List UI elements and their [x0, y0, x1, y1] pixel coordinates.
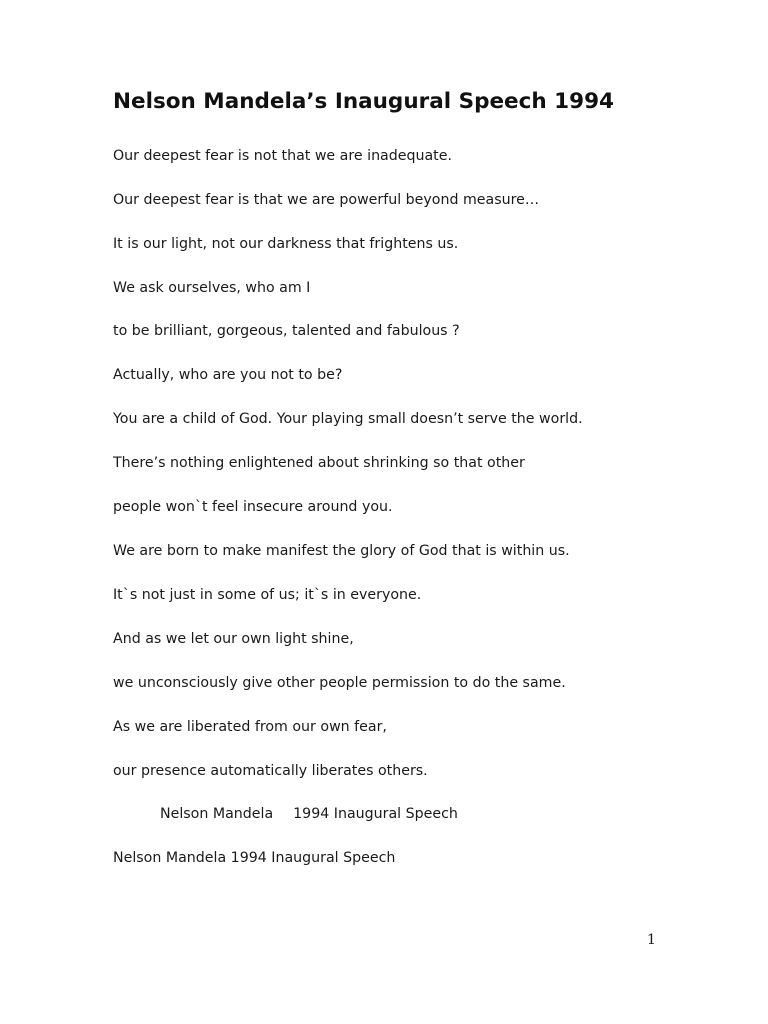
speech-line-11: It`s not just in some of us; it`s in everyone.	[113, 587, 422, 603]
speech-line-3: It is our light, not our darkness that frightens us.	[113, 236, 459, 252]
speech-line-6: Actually, who are you not to be?	[113, 367, 343, 383]
footer-credit: Nelson Mandela 1994 Inaugural Speech	[113, 850, 396, 866]
speech-line-15: our presence automatically liberates others.	[113, 763, 428, 779]
speech-line-7: You are a child of God. Your playing small doesn’t serve the world.	[113, 411, 583, 427]
speech-line-10: We are born to make manifest the glory of God that is within us.	[113, 543, 570, 559]
attribution-event: 1994 Inaugural Speech	[293, 806, 458, 822]
speech-line-14: As we are liberated from our own fear,	[113, 719, 387, 735]
speech-line-12: And as we let our own light shine,	[113, 631, 354, 647]
speech-line-8: There’s nothing enlightened about shrinking so that other	[113, 455, 525, 471]
document-title: Nelson Mandela’s Inaugural Speech 1994	[113, 89, 615, 114]
speech-line-4: We ask ourselves, who am I	[113, 280, 311, 296]
speech-line-5: to be brilliant, gorgeous, talented and fabulous ?	[113, 323, 460, 339]
attribution	[160, 805, 458, 823]
page-number: 1	[647, 932, 656, 948]
speech-line-1: Our deepest fear is not that we are inadequate.	[113, 148, 452, 164]
attribution-name: Nelson Mandela	[160, 806, 274, 822]
speech-line-13: we unconsciously give other people permission to do the same.	[113, 675, 566, 691]
speech-line-2: Our deepest fear is that we are powerful beyond measure…	[113, 192, 540, 208]
speech-line-9: people won`t feel insecure around you.	[113, 499, 393, 515]
